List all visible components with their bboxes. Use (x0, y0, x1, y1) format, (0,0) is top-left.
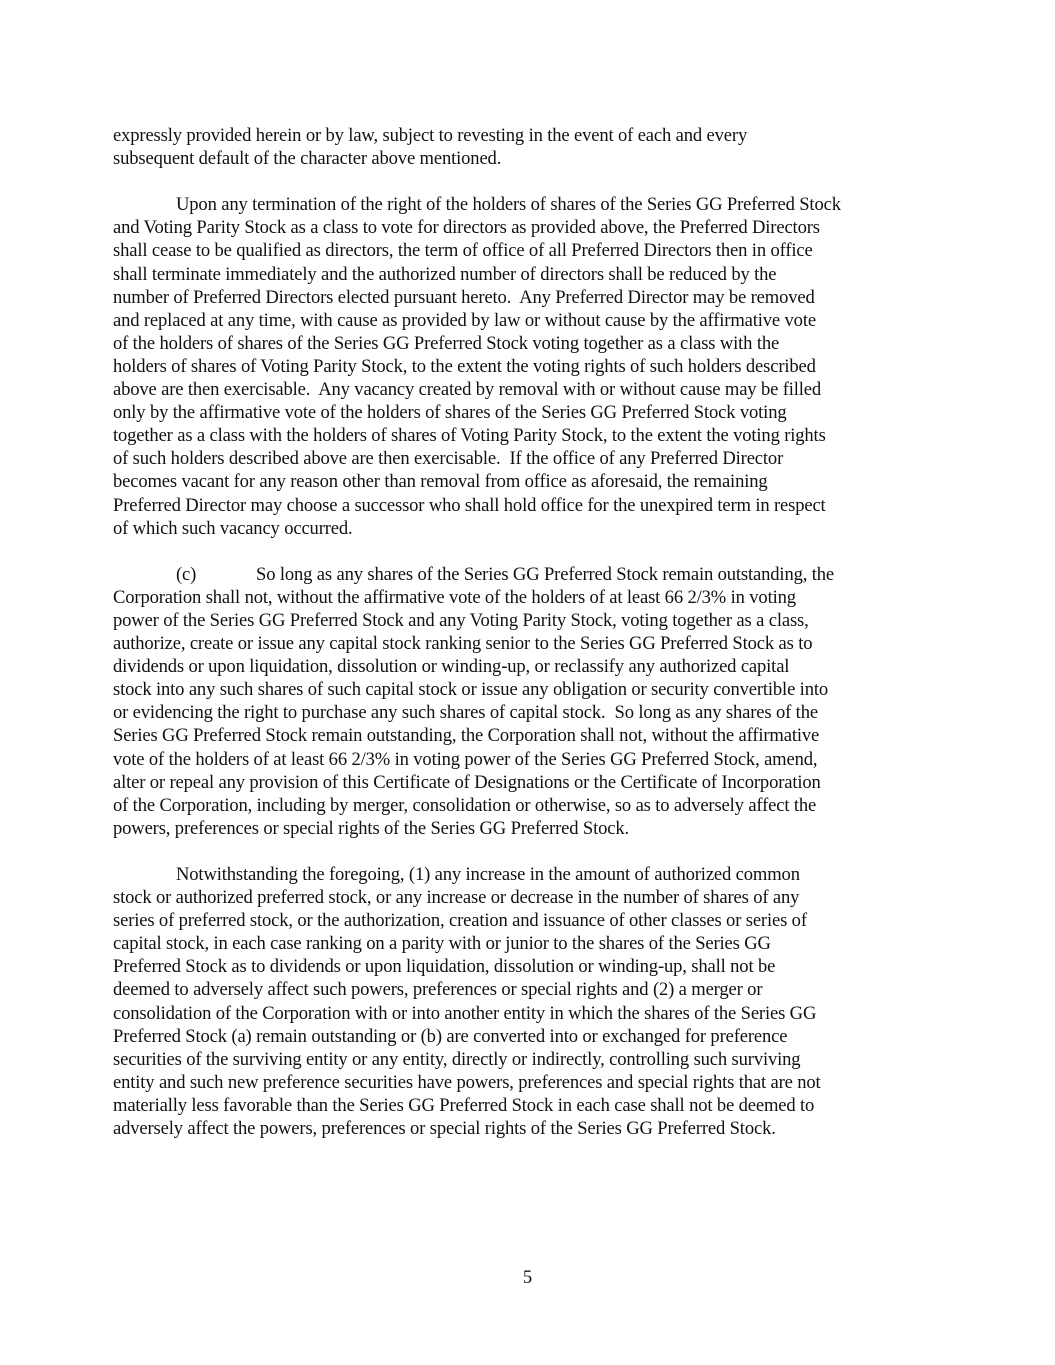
document-body (113, 124, 943, 1140)
text-line: Notwithstanding the foregoing, (1) any increase in the amount of authorized common (176, 864, 800, 885)
paragraph-gap (113, 170, 943, 193)
text-line: together as a class with the holders of shares of Voting Parity Stock, to the extent the voting rights (113, 425, 826, 447)
text-line: Preferred Stock as to dividends or upon liquidation, dissolution or winding-up, shall not be (113, 956, 776, 978)
text-line: consolidation of the Corporation with or into another entity in which the shares of the Series GG (113, 1002, 817, 1024)
text-line: power of the Series GG Preferred Stock and any Voting Parity Stock, voting together as a class, (113, 609, 809, 631)
text-line: alter or repeal any provision of this Certificate of Designations or the Certificate of Incorporation (113, 771, 821, 793)
text-line: Preferred Director may choose a successor who shall hold office for the unexpired term in respect (113, 494, 826, 516)
text-line: materially less favorable than the Series GG Preferred Stock in each case shall not be deemed to (113, 1094, 815, 1116)
text-line: capital stock, in each case ranking on a parity with or junior to the shares of the Series GG (113, 933, 771, 955)
text-line: shall terminate immediately and the authorized number of directors shall be reduced by the (113, 263, 777, 285)
text-line: and replaced at any time, with cause as provided by law or without cause by the affirmative vote (113, 309, 816, 331)
text-line: adversely affect the powers, preferences or special rights of the Series GG Preferred Stock. (113, 1118, 776, 1140)
text-line: securities of the surviving entity or any entity, directly or indirectly, controlling such surviving (113, 1048, 801, 1070)
text-line: of such holders described above are then exercisable. If the office of any Preferred Director (113, 448, 784, 470)
page-number: 5 (522, 1267, 533, 1288)
text-line: and Voting Parity Stock as a class to vote for directors as provided above, the Preferred Directors (113, 217, 820, 239)
paragraph-notwithstanding (113, 863, 943, 1140)
paragraph-section-c (113, 563, 943, 840)
text-line: entity and such new preference securities have powers, preferences and special rights that are not (113, 1071, 821, 1093)
paragraph-continuation (113, 124, 943, 170)
text-line: Series GG Preferred Stock remain outstanding, the Corporation shall not, without the affirmative (113, 725, 820, 747)
text-line: above are then exercisable. Any vacancy created by removal with or without cause may be filled (113, 379, 822, 401)
text-line: becomes vacant for any reason other than removal from office as aforesaid, the remaining (113, 471, 768, 493)
text-line: stock or authorized preferred stock, or any increase or decrease in the number of shares of any (113, 887, 800, 909)
text-line: shall cease to be qualified as directors, the term of office of all Preferred Directors then in office (113, 240, 813, 262)
section-c-first-line (113, 563, 943, 586)
text-line: stock into any such shares of such capital stock or issue any obligation or security convertible into (113, 679, 829, 701)
text-line: of the holders of shares of the Series GG Preferred Stock voting together as a class with the (113, 332, 780, 354)
text-line: deemed to adversely affect such powers, preferences or special rights and (2) a merger or (113, 979, 763, 1001)
text-line: Preferred Stock (a) remain outstanding or (b) are converted into or exchanged for preference (113, 1025, 788, 1047)
paragraph-gap (113, 840, 943, 863)
text-line: authorize, create or issue any capital stock ranking senior to the Series GG Preferred Stock as to (113, 633, 813, 655)
text-line: Upon any termination of the right of the holders of shares of the Series GG Preferred Stock (176, 194, 841, 216)
text-line: So long as any shares of the Series GG Preferred Stock remain outstanding, the (256, 563, 834, 585)
text-line: only by the affirmative vote of the holders of shares of the Series GG Preferred Stock voting (113, 402, 787, 424)
text-line: expressly provided herein or by law, subject to revesting in the event of each and every (113, 125, 748, 146)
paragraph-termination (113, 193, 943, 539)
text-line: holders of shares of Voting Parity Stock, to the extent the voting rights of such holders described (113, 355, 816, 377)
text-line: series of preferred stock, or the authorization, creation and issuance of other classes or series of (113, 910, 807, 932)
section-label: (c) (176, 563, 197, 585)
text-line: Corporation shall not, without the affirmative vote of the holders of at least 66 2/3% in voting (113, 586, 796, 608)
paragraph-gap (113, 540, 943, 563)
text-line: vote of the holders of at least 66 2/3% in voting power of the Series GG Preferred Stock, amend, (113, 748, 818, 770)
text-line: powers, preferences or special rights of the Series GG Preferred Stock. (113, 817, 629, 839)
text-line: of the Corporation, including by merger, consolidation or otherwise, so as to adversely affect the (113, 794, 817, 816)
text-line: of which such vacancy occurred. (113, 517, 353, 539)
text-line: dividends or upon liquidation, dissolution or winding-up, or reclassify any authorized capital (113, 656, 790, 678)
text-line: number of Preferred Directors elected pursuant hereto. Any Preferred Director may be removed (113, 286, 815, 308)
text-line: or evidencing the right to purchase any such shares of capital stock. So long as any shares of the (113, 702, 818, 724)
text-line: subsequent default of the character above mentioned. (113, 148, 502, 170)
